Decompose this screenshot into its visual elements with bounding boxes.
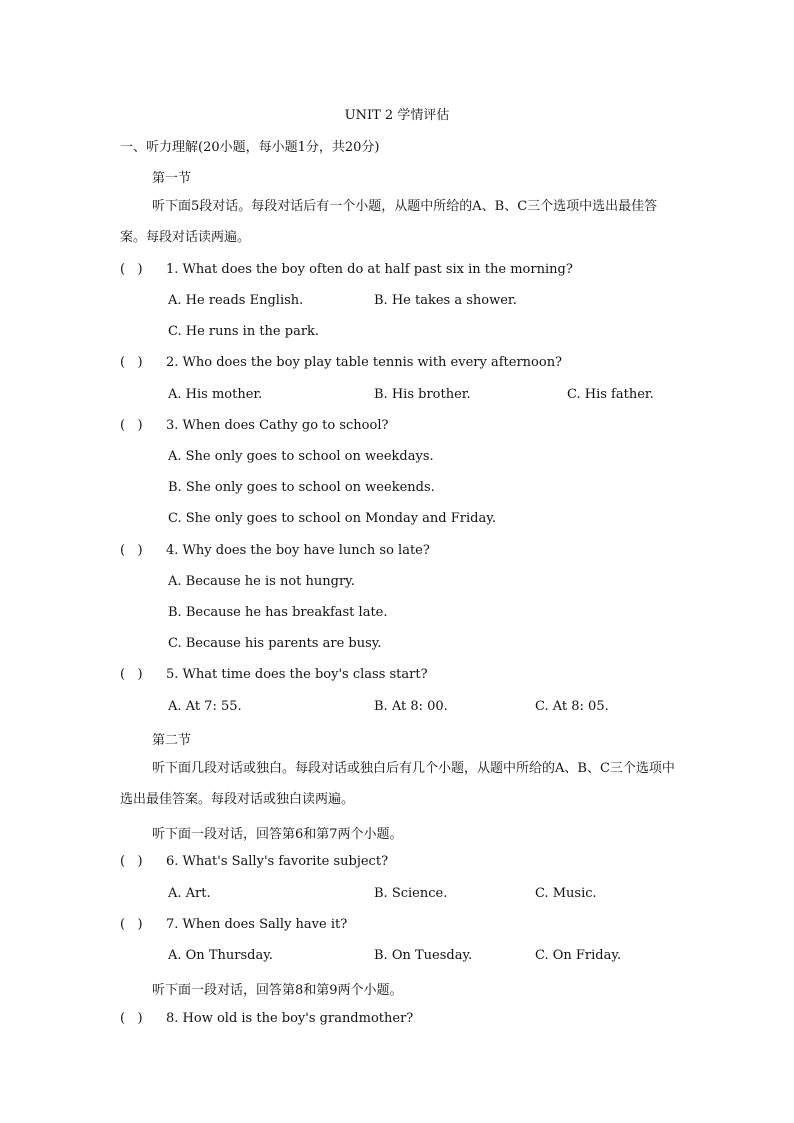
option-c: C. At 8: 05. <box>535 699 609 714</box>
option-b: B. At 8: 00. <box>374 699 448 714</box>
answer-blank[interactable]: ( ) <box>120 1011 143 1026</box>
option-b: B. He takes a shower. <box>374 293 517 308</box>
question-4 <box>120 543 430 558</box>
option-a: A. Art. <box>168 886 211 901</box>
option-c: C. His father. <box>567 387 654 402</box>
question-stem: 6. What's Sally's favorite subject? <box>166 854 389 869</box>
answer-blank[interactable]: ( ) <box>120 418 143 433</box>
option-b: B. His brother. <box>374 387 471 402</box>
question-stem: 5. What time does the boy's class start? <box>166 667 428 682</box>
option-a: A. At 7: 55. <box>168 699 242 714</box>
option-c: C. He runs in the park. <box>168 324 320 339</box>
question-stem: 2. Who does the boy play table tennis with every afternoon? <box>166 355 563 370</box>
question-stem: 7. When does Sally have it? <box>166 917 348 932</box>
option-a: A. His mother. <box>168 387 263 402</box>
question-2 <box>120 355 562 370</box>
part1-instruction: 听下面5段对话。每段对话后有一个小题，从题中所给的A、B、C三个选项中选出最佳答案。每段对话读两遍。 <box>120 199 658 245</box>
option-c: C. Because his parents are busy. <box>168 636 382 651</box>
part2-sub-instruction-1: 听下面一段对话，回答第6和第7两个小题。 <box>152 827 403 842</box>
question-1 <box>120 262 573 277</box>
question-stem: 8. How old is the boy's grandmother? <box>166 1011 414 1026</box>
question-stem: 1. What does the boy often do at half past six in the morning? <box>166 262 573 277</box>
option-c: C. She only goes to school on Monday and Friday. <box>168 511 496 526</box>
question-stem: 4. Why does the boy have lunch so late? <box>166 543 430 558</box>
answer-blank[interactable]: ( ) <box>120 355 143 370</box>
part1-label: 第一节 <box>152 171 192 186</box>
option-c: C. Music. <box>535 886 597 901</box>
section-heading: 一、听力理解(20小题，每小题1分，共20分) <box>120 140 380 155</box>
option-b: B. Because he has breakfast late. <box>168 605 388 620</box>
answer-blank[interactable]: ( ) <box>120 262 143 277</box>
answer-blank[interactable]: ( ) <box>120 543 143 558</box>
option-a: A. Because he is not hungry. <box>168 574 355 589</box>
option-c: C. On Friday. <box>535 948 622 963</box>
option-b: B. On Tuesday. <box>374 948 473 963</box>
question-8 <box>120 1011 413 1026</box>
question-3 <box>120 418 388 433</box>
part2-label: 第二节 <box>152 733 192 748</box>
answer-blank[interactable]: ( ) <box>120 667 143 682</box>
question-5 <box>120 667 428 682</box>
option-a: A. On Thursday. <box>168 948 273 963</box>
question-stem: 3. When does Cathy go to school? <box>166 418 389 433</box>
answer-blank[interactable]: ( ) <box>120 917 143 932</box>
option-a: A. He reads English. <box>168 293 304 308</box>
part2-instruction: 听下面几段对话或独白。每段对话或独白后有几个小题，从题中所给的A、B、C三个选项中选出最佳答案。每段对话或独白读两遍。 <box>120 761 675 807</box>
answer-blank[interactable]: ( ) <box>120 854 143 869</box>
question-6 <box>120 854 388 869</box>
option-b: B. Science. <box>374 886 448 901</box>
part2-sub-instruction-2: 听下面一段对话，回答第8和第9两个小题。 <box>152 983 403 998</box>
option-a: A. She only goes to school on weekdays. <box>168 449 434 464</box>
page-title: UNIT 2 学情评估 <box>344 108 450 123</box>
option-b: B. She only goes to school on weekends. <box>168 480 435 495</box>
question-7 <box>120 917 347 932</box>
